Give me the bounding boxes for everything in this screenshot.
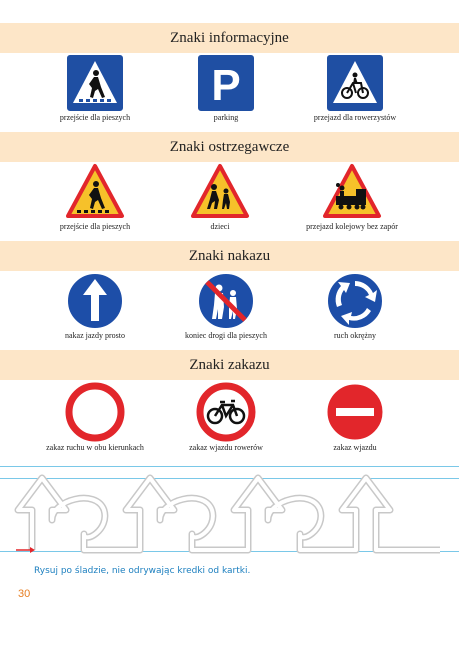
svg-text:P: P — [211, 61, 241, 110]
tracing-path[interactable] — [0, 470, 459, 560]
exercise-instruction: Rysuj po śladzie, nie odrywając kredki od kartki. — [34, 566, 251, 576]
sign-caption: zakaz wjazdu — [333, 443, 377, 452]
sign-caption: zakaz wjazdu rowerów — [189, 443, 263, 452]
pedestrian-crossing-warning-sign — [65, 162, 125, 222]
sign-caption: dzieci — [210, 222, 230, 231]
pedestrian-crossing-info-sign — [65, 53, 125, 113]
no-entry-sign — [325, 382, 385, 442]
sign-caption: zakaz ruchu w obu kierunkach — [46, 443, 144, 452]
section-title: Znaki nakazu — [188, 247, 271, 264]
parking-sign — [196, 53, 256, 113]
section-title: Znaki ostrzegawcze — [169, 138, 290, 155]
roundabout-sign — [325, 271, 385, 331]
sign-caption: nakaz jazdy prosto — [65, 331, 125, 340]
section-title: Znaki zakazu — [189, 356, 270, 373]
sign-caption: parking — [213, 113, 239, 122]
end-of-footpath-sign — [196, 271, 256, 331]
sign-caption: przejazd dla rowerzystów — [313, 113, 397, 122]
sign-caption: przejazd kolejowy bez zapór — [306, 222, 398, 231]
children-warning-sign — [190, 162, 250, 222]
section-header-mandatory — [0, 241, 459, 271]
guide-line — [0, 466, 459, 467]
sign-caption: ruch okrężny — [334, 331, 376, 340]
section-header-warning — [0, 132, 459, 162]
section-header-info — [0, 23, 459, 53]
no-vehicles-sign — [65, 382, 125, 442]
sign-caption: przejście dla pieszych — [59, 113, 131, 122]
sign-caption: koniec drogi dla pieszych — [185, 331, 267, 340]
straight-ahead-sign — [65, 271, 125, 331]
section-title: Znaki informacyjne — [170, 29, 289, 46]
section-header-prohibition — [0, 350, 459, 380]
sign-caption: przejście dla pieszych — [59, 222, 131, 231]
railway-crossing-warning-sign — [322, 162, 382, 222]
page-number: 30 — [18, 588, 31, 600]
bicycle-crossing-info-sign — [325, 53, 385, 113]
no-bicycles-sign — [196, 382, 256, 442]
